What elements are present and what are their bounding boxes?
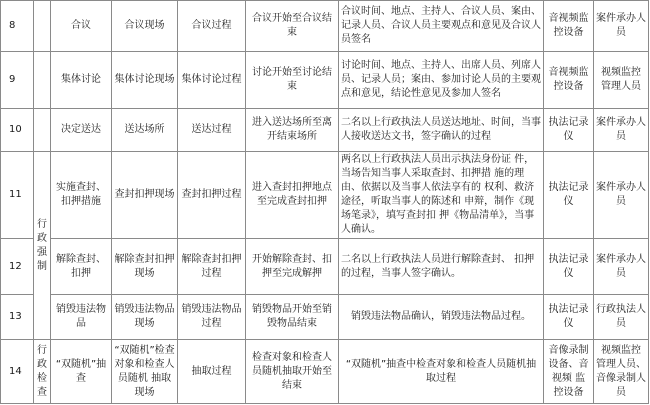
item-cell: 实施查封、扣押措施 xyxy=(51,152,112,239)
person-cell: 案件承办人员 xyxy=(594,152,649,239)
table-row xyxy=(1,295,649,340)
equipment-cell: 执法记录仪 xyxy=(544,295,594,340)
equipment-cell: 执法记录仪 xyxy=(544,239,594,295)
timing-cell: 检查对象和检查人员随机抽取开始至结束 xyxy=(246,340,339,404)
timing-cell: 销毁物品开始至销毁物品结束 xyxy=(246,295,339,340)
place-cell: 查封扣押现场 xyxy=(112,152,178,239)
person-cell: 案件承办人员 xyxy=(594,1,649,52)
item-cell: “双随机”抽查 xyxy=(51,340,112,404)
process-cell: 送达过程 xyxy=(178,109,246,152)
content-cell: “双随机”抽查中检查对象和检查人员随机抽取过程 xyxy=(339,340,544,404)
table-row xyxy=(1,1,649,52)
table-row xyxy=(1,340,649,404)
row-number: 9 xyxy=(1,52,34,109)
category-cell: 行政检查 xyxy=(34,340,51,404)
process-cell: 集体讨论过程 xyxy=(178,52,246,109)
category-cell-empty xyxy=(34,52,51,109)
person-cell: 行政执法人员 xyxy=(594,295,649,340)
place-cell: 销毁违法物品现场 xyxy=(112,295,178,340)
category-cell: 行政强制 xyxy=(34,152,51,340)
row-number: 14 xyxy=(1,340,34,404)
table-row xyxy=(1,152,649,239)
content-cell: 销毁违法物品确认，销毁违法物品过程。 xyxy=(339,295,544,340)
place-cell: 解除查封扣押现场 xyxy=(112,239,178,295)
item-cell: 决定送达 xyxy=(51,109,112,152)
timing-cell: 进入送达场所至离开结束场所 xyxy=(246,109,339,152)
row-number: 13 xyxy=(1,295,34,340)
process-cell: 销毁违法物品过程 xyxy=(178,295,246,340)
content-cell: 二名以上行政执法人员送达地址、时间，当事人接收送达文书，签字确认的过程 xyxy=(339,109,544,152)
item-cell: 合议 xyxy=(51,1,112,52)
row-number: 11 xyxy=(1,152,34,239)
process-cell: 解除查封扣押过程 xyxy=(178,239,246,295)
equipment-cell: 执法记录仪 xyxy=(544,109,594,152)
content-cell: 讨论时间、地点、主持人、出席人员、列席人员、记录人员；案由、参加讨论人员的主要观点和意见，结论性意见及参加人签名 xyxy=(339,52,544,109)
row-number: 10 xyxy=(1,109,34,152)
item-cell: 销毁违法物品 xyxy=(51,295,112,340)
table-row xyxy=(1,52,649,109)
person-cell: 案件承办人员 xyxy=(594,239,649,295)
category-cell-empty xyxy=(34,109,51,152)
table-row xyxy=(1,109,649,152)
person-cell: 视频监控 管理人员 xyxy=(594,52,649,109)
place-cell: 合议现场 xyxy=(112,1,178,52)
person-cell: 案件承办人员 xyxy=(594,109,649,152)
person-cell: 视频监控 管理人员、音像录制人员 xyxy=(594,340,649,404)
process-cell: 合议过程 xyxy=(178,1,246,52)
row-number: 8 xyxy=(1,1,34,52)
content-cell: 两名以上行政执法人员出示执法身份证 件，当场告知当事人采取查封、扣押措 施的理由、依据以及当事人依法享有的 权利、救济途径，听取当事人的陈述和 申辩，制作《现场笔录》，填写查封扣 押《物品清单》，当事人确认。 xyxy=(339,152,544,239)
content-cell: 二名以上行政执法人员进行解除查封、 扣押的过程，当事人签字确认。 xyxy=(339,239,544,295)
item-cell: 解除查封、扣押 xyxy=(51,239,112,295)
item-cell: 集体讨论 xyxy=(51,52,112,109)
timing-cell: 讨论开始至讨论结束 xyxy=(246,52,339,109)
equipment-cell: 音视频监控设备 xyxy=(544,1,594,52)
equipment-cell: 音像录制设备、音视频 监 控设备 xyxy=(544,340,594,404)
equipment-cell: 音视频监控设备 xyxy=(544,52,594,109)
place-cell: 送达场所 xyxy=(112,109,178,152)
equipment-cell: 执法记录仪 xyxy=(544,152,594,239)
timing-cell: 开始解除查封、扣押至完成解押 xyxy=(246,239,339,295)
place-cell: 集体讨论现场 xyxy=(112,52,178,109)
content-cell: 合议时间、地点、主持人、合议人员、案由、记录人员、合议人员主要观点和意见及合议人员签名 xyxy=(339,1,544,52)
table-row xyxy=(1,239,649,295)
category-cell-empty xyxy=(34,1,51,52)
process-cell: 抽取过程 xyxy=(178,340,246,404)
process-cell: 查封扣押过程 xyxy=(178,152,246,239)
row-number: 12 xyxy=(1,239,34,295)
place-cell: “双随机”检查对象和检查人员随机 抽取现场 xyxy=(112,340,178,404)
timing-cell: 合议开始至合议结束 xyxy=(246,1,339,52)
timing-cell: 进入查封扣押地点至完成查封扣押 xyxy=(246,152,339,239)
